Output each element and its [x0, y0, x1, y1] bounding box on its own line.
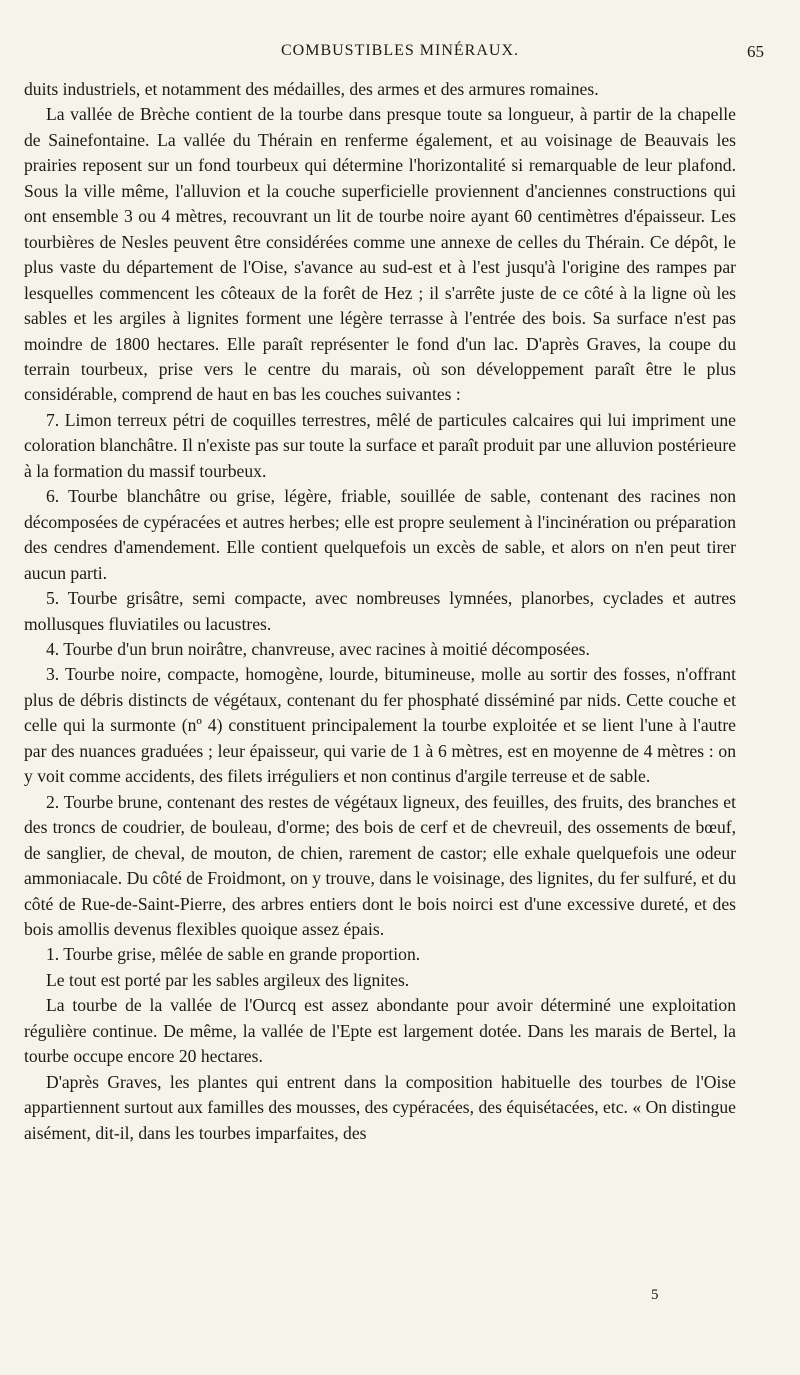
- signature-mark: 5: [651, 1287, 659, 1303]
- paragraph: 5. Tourbe grisâtre, semi compacte, avec nombreuses lymnées, planorbes, cyclades et autres mollusques fluviatiles ou lacustres.: [24, 588, 736, 634]
- paragraph: 3. Tourbe noire, compacte, homogène, lourde, bitumineuse, molle au sortir des fosses, n'offrant plus de débris distincts de végétaux, contenant du fer phosphaté disséminé par nids. Cette couche et celle qui la surmonte (nº 4) constituent principalement la tourbe exploitée et se lient l'une à l'autre par des nuances graduées ; leur épaisseur, qui varie de 1 à 6 mètres, est en moyenne de 4 mètres : on y voit comme accidents, des filets irréguliers et non continus d'argile terreuse et de sable.: [24, 664, 736, 787]
- paragraph: 1. Tourbe grise, mêlée de sable en grande proportion.: [46, 944, 421, 965]
- running-header: [24, 40, 776, 70]
- paragraph: La tourbe de la vallée de l'Ourcq est assez abondante pour avoir déterminé une exploitation régulière continue. De même, la vallée de l'Epte est largement dotée. Dans les marais de Bertel, la tourbe occupe encore 20 hectares.: [24, 995, 736, 1067]
- paragraph: Le tout est porté par les sables argileux des lignites.: [46, 969, 410, 990]
- paragraph: duits industriels, et notamment des médailles, des armes et des armures romaines.: [24, 79, 599, 99]
- header-title: COMBUSTIBLES MINÉRAUX.: [280, 42, 519, 59]
- paragraph: 2. Tourbe brune, contenant des restes de végétaux ligneux, des feuilles, des fruits, des branches et des troncs de coudrier, de bouleau, d'orme; des bois de cerf et de chevreuil, des ossements de bœuf, de sanglier, de cheval, de mouton, de chien, rarement de castor; elle exhale quelquefois une odeur ammoniacale. Du côté de Froidmont, on y trouve, dans le voisinage, des lignites, du fer sulfuré, et du côté de Rue-de-Saint-Pierre, des arbres entiers dont le bois noirci est d'une excessive dureté, et des bois amollis devenus flexibles quoique assez épais.: [24, 791, 736, 939]
- paragraph: D'après Graves, les plantes qui entrent dans la composition habituelle des tourbes de l'Oise appartiennent surtout aux familles des mousses, des cypéracées, des équisétacées, etc. « On distingue aisément, dit-il, dans les tourbes imparfaites, des: [24, 1071, 736, 1143]
- page-number: 65: [747, 42, 764, 61]
- paragraph: 7. Limon terreux pétri de coquilles terrestres, mêlé de particules calcaires qui lui impriment une coloration blanchâtre. Il n'existe pas sur toute la surface et paraît produit par une alluvion postérieure à la formation du massif tourbeux.: [24, 409, 736, 481]
- paragraph: 4. Tourbe d'un brun noirâtre, chanvreuse, avec racines à moitié décomposées.: [46, 638, 590, 659]
- paragraph: 6. Tourbe blanchâtre ou grise, légère, friable, souillée de sable, contenant des racines non décomposées de cypéracées et autres herbes; elle est propre seulement à l'incinération ou préparation des cendres d'amendement. Elle contient quelquefois un excès de sable, et alors on n'en peut tirer aucun parti.: [24, 486, 736, 583]
- paragraph: La vallée de Brèche contient de la tourbe dans presque toute sa longueur, à partir de la chapelle de Sainefontaine. La vallée du Thérain en renferme également, et au voisinage de Beauvais les prairies reposent sur un fond tourbeux qui détermine l'horizontalité si remarquable de leur plafond. Sous la ville même, l'alluvion et la couche superficielle proviennent d'anciennes constructions qui ont ensemble 3 ou 4 mètres, recouvrant un lit de tourbe noire ayant 60 centimètres d'épaisseur. Les tourbières de Nesles peuvent être considérées comme une annexe de celles du Thérain. Ce dépôt, le plus vaste du département de l'Oise, s'avance au sud-est et à l'est jusqu'à l'origine des rampes par lesquelles commencent les côteaux de la forêt de Hez ; il s'arrête juste de ce côté à la ligne où les sables et les argiles à lignites forment une légère terrasse à l'entrée des bois. Sa surface n'est pas moindre de 1800 hectares. Elle paraît représenter le fond d'un lac. D'après Graves, la coupe du terrain tourbeux, prise vers le centre du marais, où son développement paraît être le plus considérable, comprend de haut en bas les couches suivantes :: [24, 104, 736, 405]
- body-text: [24, 77, 736, 1146]
